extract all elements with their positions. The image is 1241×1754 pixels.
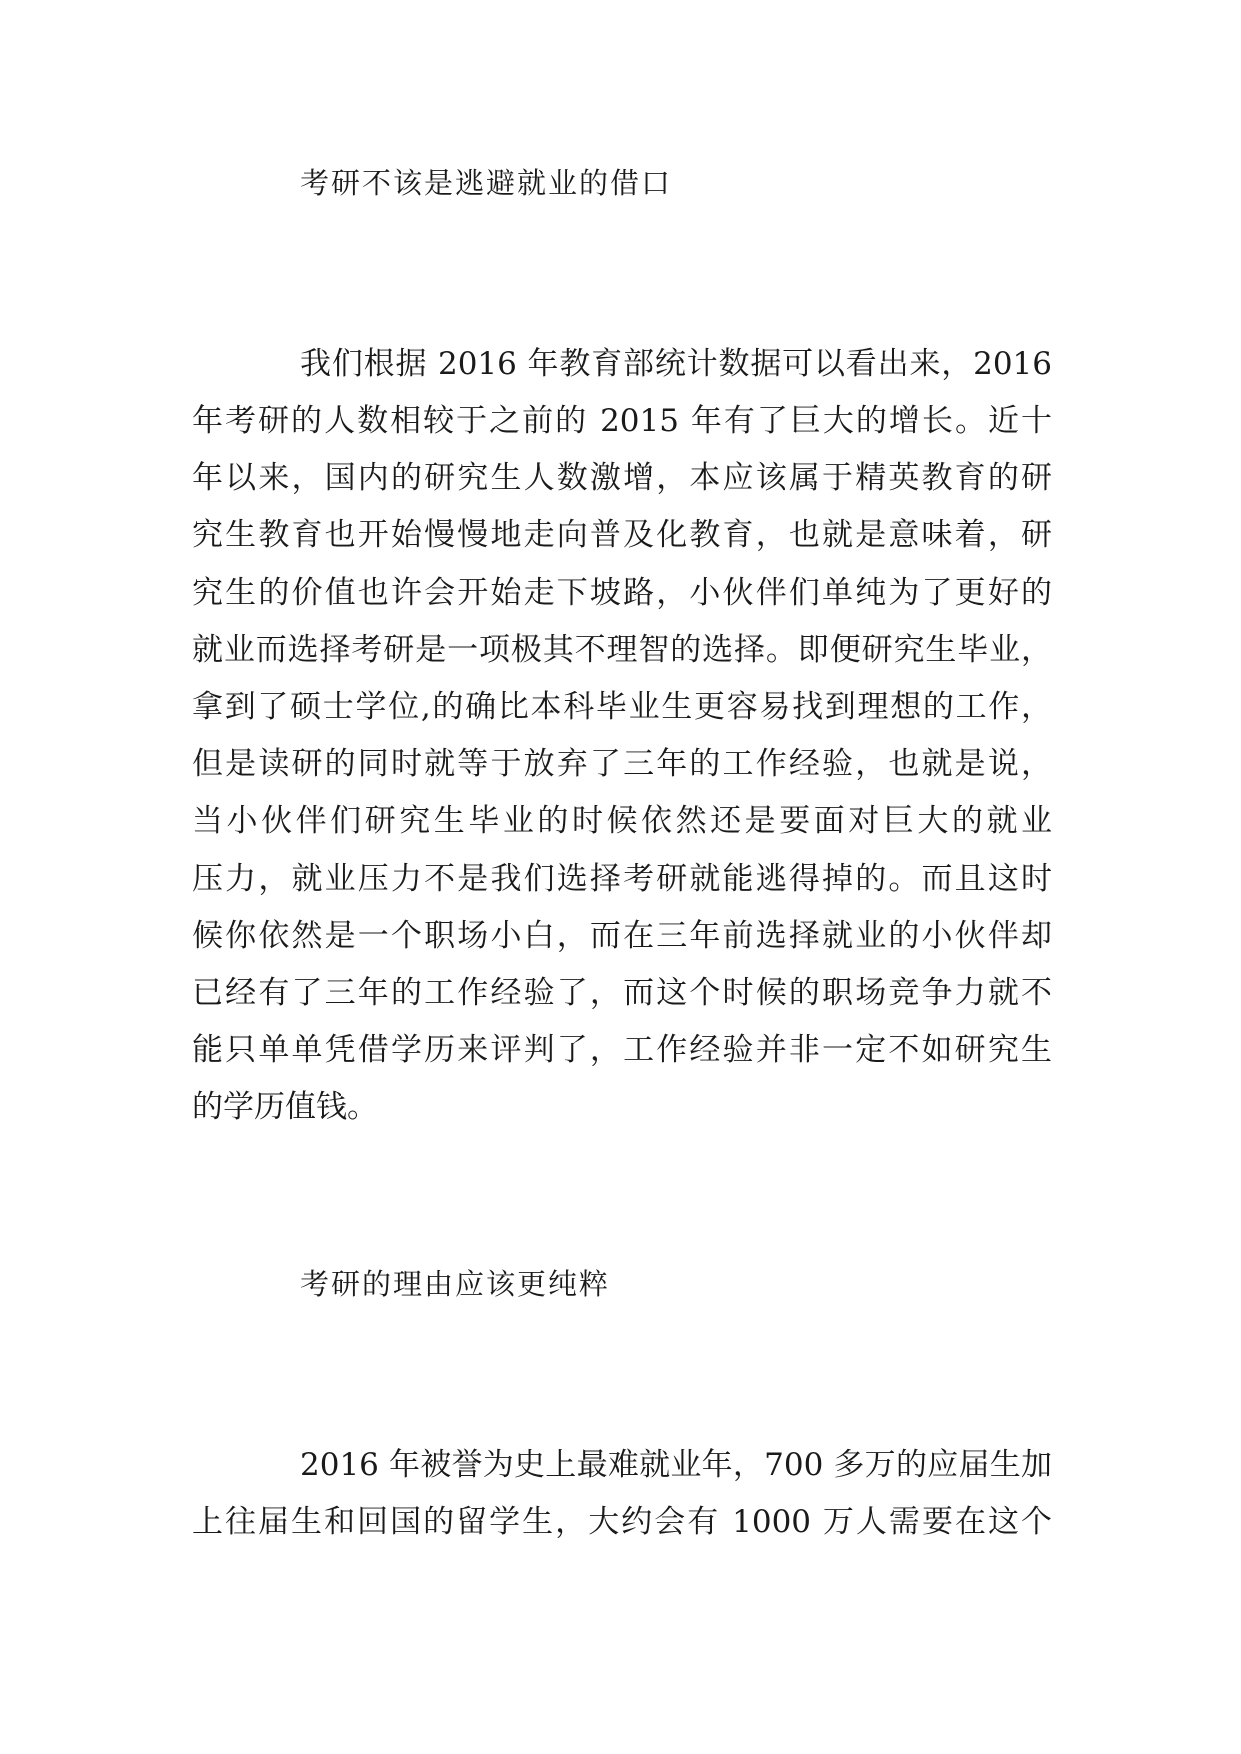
paragraph-line: 但是读研的同时就等于放弃了三年的工作经验，也就是说， bbox=[192, 746, 1052, 782]
paragraph-line: 2016 年被誉为史上最难就业年，700 多万的应届生加 bbox=[300, 1447, 1052, 1483]
paragraph-line: 年以来，国内的研究生人数激增，本应该属于精英教育的研 bbox=[192, 460, 1052, 496]
paragraph-line: 当小伙伴们研究生毕业的时候依然还是要面对巨大的就业 bbox=[192, 803, 1052, 839]
paragraph-line: 我们根据 2016 年教育部统计数据可以看出来，2016 bbox=[300, 346, 1052, 382]
section-heading-1: 考研不该是逃避就业的借口 bbox=[300, 166, 673, 200]
paragraph-line: 候你依然是一个职场小白，而在三年前选择就业的小伙伴却 bbox=[192, 918, 1052, 954]
paragraph-line: 年考研的人数相较于之前的 2015 年有了巨大的增长。近十 bbox=[192, 403, 1052, 439]
paragraph-line: 能只单单凭借学历来评判了，工作经验并非一定不如研究生 bbox=[192, 1032, 1052, 1068]
paragraph-line: 就业而选择考研是一项极其不理智的选择。即便研究生毕业， bbox=[192, 632, 1052, 668]
paragraph-line: 已经有了三年的工作经验了，而这个时候的职场竞争力就不 bbox=[192, 975, 1052, 1011]
paragraph-line: 压力，就业压力不是我们选择考研就能逃得掉的。而且这时 bbox=[192, 861, 1052, 897]
section-heading-2: 考研的理由应该更纯粹 bbox=[300, 1267, 611, 1301]
paragraph-line: 拿到了硕士学位,的确比本科毕业生更容易找到理想的工作， bbox=[192, 689, 1052, 725]
paragraph-line: 上往届生和回国的留学生，大约会有 1000 万人需要在这个 bbox=[192, 1504, 1052, 1540]
paragraph-line: 的学历值钱。 bbox=[192, 1089, 378, 1125]
paragraph-line: 究生教育也开始慢慢地走向普及化教育，也就是意味着，研 bbox=[192, 517, 1052, 553]
paragraph-line: 究生的价值也许会开始走下坡路，小伙伴们单纯为了更好的 bbox=[192, 575, 1052, 611]
